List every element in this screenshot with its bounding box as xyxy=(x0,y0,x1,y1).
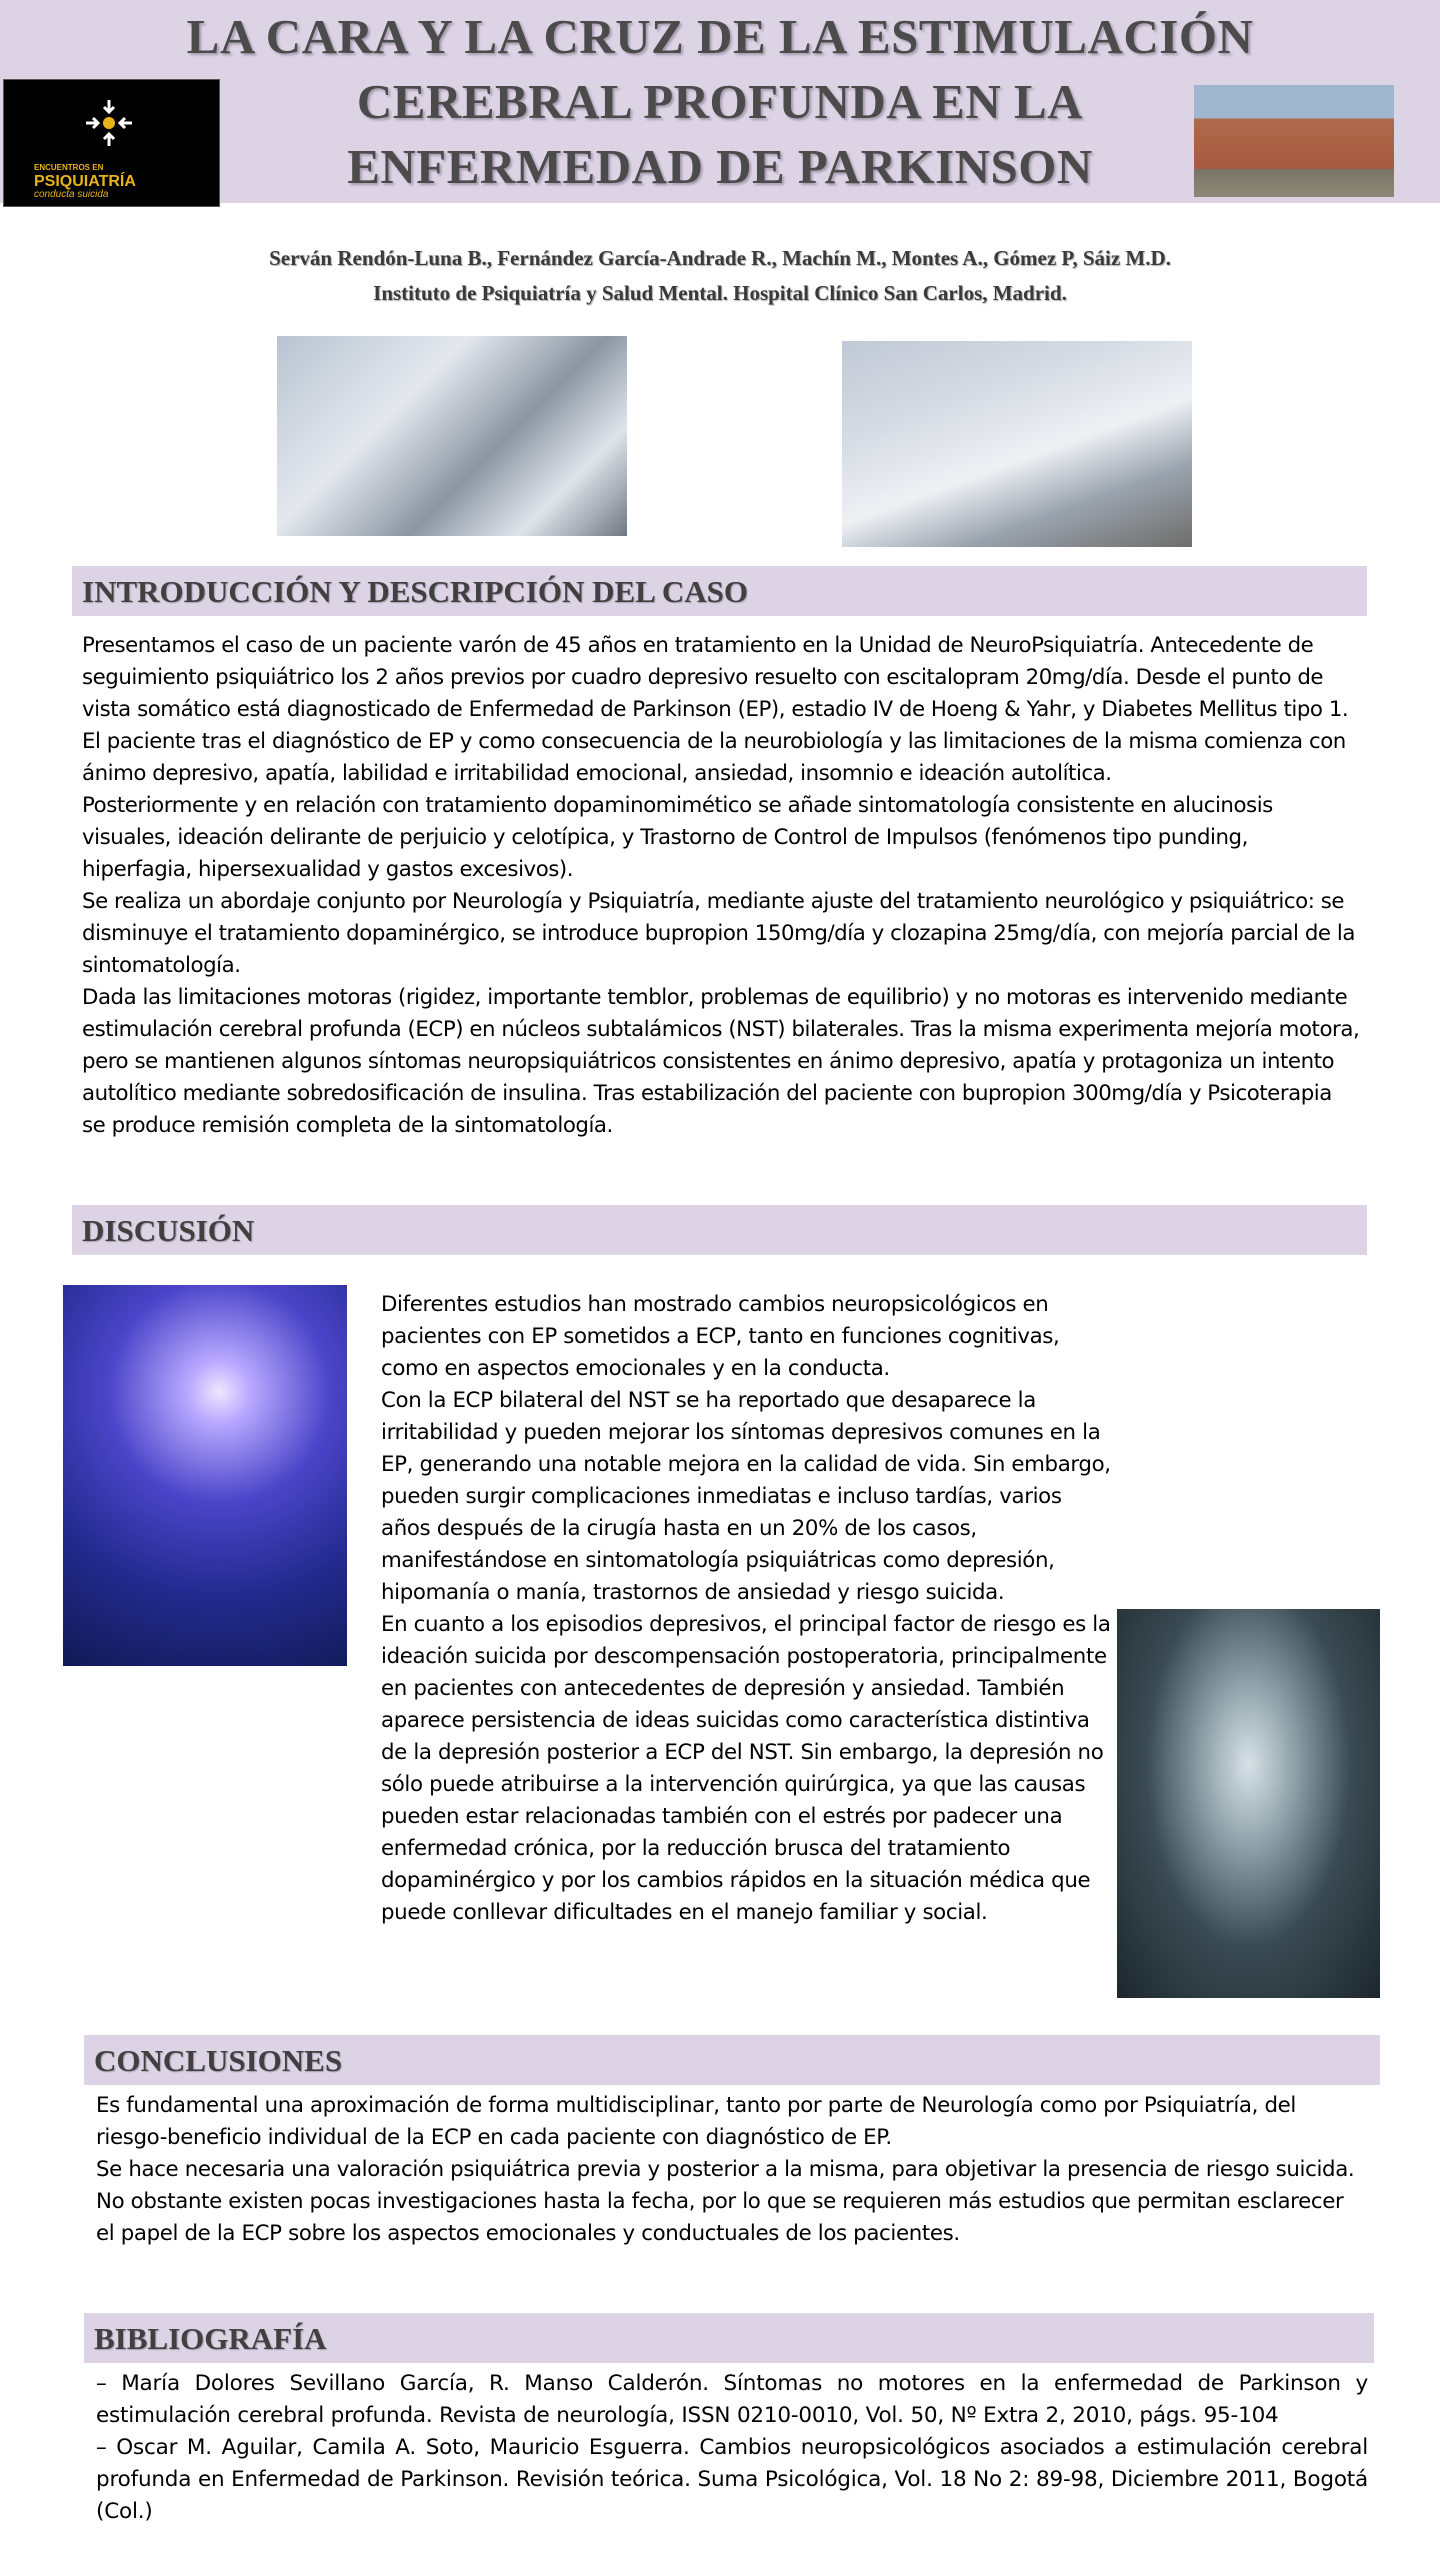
logo-brand: PSIQUIATRÍA xyxy=(34,173,136,190)
paragraph: Se realiza un abordaje conjunto por Neurología y Psiquiatría, mediante ajuste del tratamiento neurológico y psiquiátrico: se disminuye el tratamiento dopaminérgico, se introduce bupropion 150mg/día y clozapina 25mg/día, con mejoría parcial de la sintomatología. xyxy=(82,889,1355,978)
healthcare-workers-photo xyxy=(277,336,627,536)
paragraph: Posteriormente y en relación con tratamiento dopaminomimético se añade sintomatología consistente en alucinosis visuales, ideación delirante de perjuicio y celotípica, y Trastorno de Control de Impulsos (fenómenos tipo punding, hiperfagia, hipersexualidad y gastos excesivos). xyxy=(82,793,1273,882)
section-title: DISCUSIÓN xyxy=(82,1213,255,1248)
logo-subtitle: conducta suicida xyxy=(34,189,109,200)
bibliography-section-header xyxy=(84,2313,1374,2363)
title-line: LA CARA Y LA CRUZ DE LA ESTIMULACIÓN xyxy=(186,9,1254,64)
paragraph: En cuanto a los episodios depresivos, el principal factor de riesgo es la ideación suicida por descompensación postoperatoria, principalmente en pacientes con antecedentes de depresión y ansiedad. También aparece persistencia de ideas suicidas como característica distintiva de la depresión posterior a ECP del NST. Sin embargo, la depresión no sólo puede atribuirse a la intervención quirúrgica, ya que las causas pueden estar relacionadas también con el estrés por padecer una enfermedad crónica, por la reducción brusca del tratamiento dopaminérgico y por los cambios rápidos en la situación médica que puede conllevar dificultades en el manejo familiar y social. xyxy=(381,1612,1111,1925)
paragraph: No obstante existen pocas investigaciones hasta la fecha, por lo que se requieren más estudios que permitan esclarecer el papel de la ECP sobre los aspectos emocionales y conductuales de los pacientes. xyxy=(96,2189,1344,2246)
bibliography-body xyxy=(96,2368,1368,2528)
paragraph: Se hace necesaria una valoración psiquiátrica previa y posterior a la misma, para objetivar la presencia de riesgo suicida. xyxy=(96,2157,1355,2182)
paragraph: Dada las limitaciones motoras (rigidez, importante temblor, problemas de equilibrio) y no motoras es intervenido mediante estimulación cerebral profunda (ECP) en núcleos subtalámicos (NST) bilaterales. Tras la misma experimenta mejoría motora, pero se mantienen algunos síntomas neuropsiquiátricos consistentes en ánimo depresivo, apatía y protagoniza un intento autolítico mediante sobredosificación de insulina. Tras estabilización del paciente con bupropion 300mg/día y Psicoterapia se produce remisión completa de la sintomatología. xyxy=(82,985,1360,1138)
author-list: Serván Rendón-Luna B., Fernández García-Andrade R., Machín M., Montes A., Gómez P, Sáiz M.D. xyxy=(269,246,1171,270)
paragraph: El paciente tras el diagnóstico de EP y como consecuencia de la neurobiología y las limitaciones de la misma comienza con ánimo depresivo, apatía, labilidad e irritabilidad emocional, ansiedad, insomnio e ideación autolítica. xyxy=(82,729,1346,786)
section-title: INTRODUCCIÓN Y DESCRIPCIÓN DEL CASO xyxy=(82,574,749,609)
brain-stimulation-image xyxy=(63,1285,347,1666)
hospital-photo xyxy=(1194,85,1394,197)
paragraph: Presentamos el caso de un paciente varón de 45 años en tratamiento en la Unidad de NeuroPsiquiatría. Antecedente de seguimiento psiquiátrico los 2 años previos por cuadro depresivo resuelto con escitalopram 20mg/día. Desde el punto de vista somático está diagnosticado de Enfermedad de Parkinson (EP), estadio IV de Hoeng & Yahr, y Diabetes Mellitus tipo 1. xyxy=(82,633,1349,722)
conclusions-section-header xyxy=(84,2035,1380,2085)
title-line: CEREBRAL PROFUNDA EN LA xyxy=(356,74,1084,129)
applause-staff-photo xyxy=(842,341,1192,547)
conclusions-body xyxy=(96,2090,1366,2250)
paragraph: Diferentes estudios han mostrado cambios neuropsicológicos en pacientes con EP sometidos a ECP, tanto en funciones cognitivas, como en aspectos emocionales y en la conducta. xyxy=(381,1292,1060,1381)
discussion-body xyxy=(381,1289,1111,1929)
intro-body xyxy=(82,630,1360,1142)
section-title: BIBLIOGRAFÍA xyxy=(94,2321,327,2356)
xray-head-image xyxy=(1117,1609,1380,1998)
poster-title xyxy=(130,4,1310,199)
reference-entry: – Oscar M. Aguilar, Camila A. Soto, Mauricio Esguerra. Cambios neuropsicológicos asociados a estimulación cerebral profunda en Enfermedad de Parkinson. Revisión teórica. Suma Psicológica, Vol. 18 No 2: 89-98, Diciembre 2011, Bogotá (Col.) xyxy=(96,2435,1368,2524)
section-title: CONCLUSIONES xyxy=(94,2043,343,2078)
title-line: ENFERMEDAD DE PARKINSON xyxy=(347,139,1093,194)
affiliation: Instituto de Psiquiatría y Salud Mental. Hospital Clínico San Carlos, Madrid. xyxy=(373,281,1067,305)
sun-arrows-icon xyxy=(84,98,134,148)
logo-caption: ENCUENTROS EN xyxy=(34,163,104,172)
discussion-section-header xyxy=(72,1205,1367,1255)
reference-entry: – María Dolores Sevillano García, R. Manso Calderón. Síntomas no motores en la enfermedad de Parkinson y estimulación cerebral profunda. Revista de neurología, ISSN 0210-0010, Vol. 50, Nº Extra 2, 2010, págs. 95-104 xyxy=(96,2371,1368,2428)
intro-section-header xyxy=(72,566,1367,616)
paragraph: Con la ECP bilateral del NST se ha reportado que desaparece la irritabilidad y pueden mejorar los síntomas depresivos comunes en la EP, generando una notable mejora en la calidad de vida. Sin embargo, pueden surgir complicaciones inmediatas e incluso tardías, varios años después de la cirugía hasta en un 20% de los casos, manifestándose en sintomatología psiquiátricas como depresión, hipomanía o manía, trastornos de ansiedad y riesgo suicida. xyxy=(381,1388,1111,1605)
paragraph: Es fundamental una aproximación de forma multidisciplinar, tanto por parte de Neurología como por Psiquiatría, del riesgo-beneficio individual de la ECP en cada paciente con diagnóstico de EP. xyxy=(96,2093,1296,2150)
